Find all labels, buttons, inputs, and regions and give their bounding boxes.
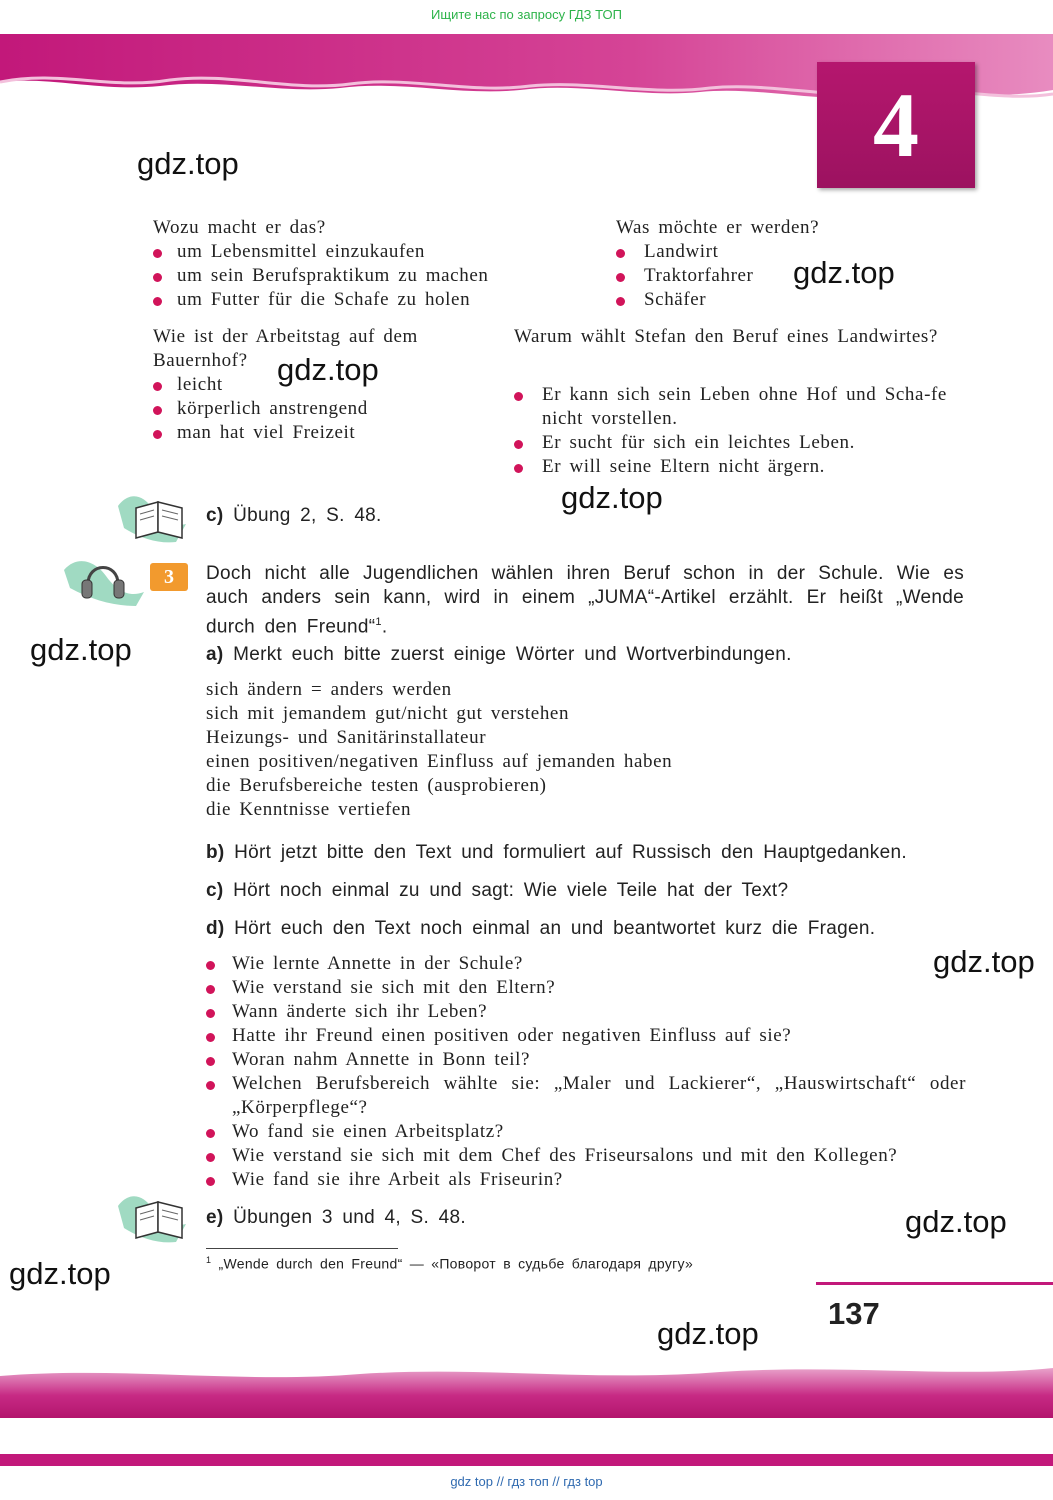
question-item: Wie verstand sie sich mit dem Chef des Friseursalons und mit den Kollegen? [206, 1144, 966, 1168]
watermark: gdz.top [561, 480, 663, 515]
watermark: gdz.top [30, 632, 132, 667]
task-b [206, 842, 907, 864]
answer-option: Er will seine Eltern nicht ärgern. [514, 455, 969, 479]
answer-option: um Futter für die Schafe zu holen [153, 288, 533, 312]
answer-option: um sein Berufspraktikum zu machen [153, 264, 533, 288]
task-text: Übungen 3 und 4, S. 48. [233, 1207, 466, 1228]
answer-option: Schäfer [616, 288, 956, 312]
question-block-3 [153, 325, 473, 445]
question-item: Wie verstand sie sich mit den Eltern? [206, 976, 966, 1000]
question-block-4 [514, 325, 969, 479]
task-a [206, 644, 792, 666]
task-text: Hört euch den Text noch einmal an und beantwortet kurz die Fragen. [234, 918, 876, 939]
task-text: Hört jetzt bitte den Text und formuliert auf Russisch den Hauptgedanken. [234, 842, 907, 863]
task-text: Übung 2, S. 48. [233, 505, 382, 526]
question-text: Was möchte er werden? [616, 217, 820, 238]
book-icon [114, 1188, 190, 1244]
question-block-2 [616, 216, 956, 312]
question-list [206, 952, 966, 1192]
chapter-number: 4 [817, 62, 975, 188]
footnote-mark: 1 [206, 1255, 212, 1265]
task-label: a) [206, 644, 224, 665]
answer-option: Landwirt [616, 240, 956, 264]
task-d [206, 918, 875, 940]
vocab-item: sich ändern = anders werden [206, 679, 452, 700]
task-label: b) [206, 842, 225, 863]
intro-text: Doch nicht alle Jugendlichen wählen ihren Beruf schon in der Schule. Wie es auch anders sein kann, wird in einem „JUMA“-Artikel erzählt. Er heißt „Wende durch den Freund“ [206, 563, 964, 638]
vocabulary-list [206, 678, 806, 822]
answer-option: Er kann sich sein Leben ohne Hof und Scha-fe nicht vorstellen. [514, 383, 969, 431]
search-hint: Ищите нас по запросу ГДЗ ТОП [431, 7, 622, 22]
footnote-divider [206, 1248, 398, 1249]
book-icon [114, 488, 190, 544]
watermark: gdz.top [657, 1316, 759, 1351]
question-block-1 [153, 216, 533, 312]
question-item: Wie fand sie ihre Arbeit als Friseurin? [206, 1168, 966, 1192]
vocab-item: die Berufsbereiche testen (ausprobieren) [206, 775, 547, 796]
question-item: Wie lernte Annette in der Schule? [206, 952, 966, 976]
footer-band [0, 1356, 1053, 1468]
question-item: Welchen Berufsbereich wählte sie: „Maler und Lackierer“, „Hauswirtschaft“ oder „Körperpflege“? [206, 1072, 966, 1120]
vocab-item: die Kenntnisse vertiefen [206, 799, 412, 820]
footnote-text: „Wende durch den Freund“ — «Поворот в судьбе благодаря другу» [218, 1255, 694, 1272]
watermark: gdz.top [793, 255, 895, 290]
question-item: Hatte ihr Freund einen positiven oder negativen Einfluss auf sie? [206, 1024, 966, 1048]
answer-option: um Lebensmittel einzukaufen [153, 240, 533, 264]
answer-option: körperlich anstrengend [153, 397, 473, 421]
task-text: Merkt euch bitte zuerst einige Wörter und Wortverbindungen. [233, 644, 792, 665]
watermark: gdz.top [9, 1256, 111, 1291]
watermark: gdz.top [277, 352, 379, 387]
task-label: c) [206, 880, 224, 901]
watermark: gdz.top [905, 1204, 1007, 1239]
question-text: Wozu macht er das? [153, 217, 326, 238]
footer-links: gdz top // гдз топ // гдз top [450, 1474, 603, 1489]
footnote [206, 1255, 693, 1272]
intro-end: . [381, 616, 388, 638]
exercise-number-badge: 3 [150, 563, 188, 591]
answer-option: Er sucht für sich ein leichtes Leben. [514, 431, 969, 455]
question-item: Wo fand sie einen Arbeitsplatz? [206, 1120, 966, 1144]
question-item: Wann änderte sich ihr Leben? [206, 1000, 966, 1024]
question-text: Wie ist der Arbeitstag auf dem [153, 326, 418, 347]
question-text: Bauernhof? [153, 350, 248, 371]
watermark: gdz.top [933, 944, 1035, 979]
task-text: Hört noch einmal zu und sagt: Wie viele Teile hat der Text? [233, 880, 789, 901]
page-number-rule [816, 1282, 1053, 1285]
footnote-ref: 1 [375, 616, 382, 628]
answer-option: man hat viel Freizeit [153, 421, 473, 445]
answer-option: leicht [153, 373, 473, 397]
vocab-item: sich mit jemandem gut/nicht gut verstehen [206, 703, 570, 724]
headphones-icon [62, 548, 146, 606]
task-label: d) [206, 918, 225, 939]
answer-option: Traktorfahrer [616, 264, 956, 288]
vocab-item: einen positiven/negativen Einfluss auf jemanden haben [206, 751, 673, 772]
question-item: Woran nahm Annette in Bonn teil? [206, 1048, 966, 1072]
page-number: 137 [828, 1296, 880, 1331]
task-e [206, 1207, 466, 1229]
task-c [206, 880, 788, 902]
task-label: e) [206, 1207, 224, 1228]
vocab-item: Heizungs- und Sanitärinstallateur [206, 727, 487, 748]
exercise-intro [206, 562, 964, 639]
watermark: gdz.top [137, 146, 239, 181]
question-text: Warum wählt Stefan den Beruf eines Landwirtes? [514, 326, 938, 347]
task-label: c) [206, 505, 224, 526]
task-c-top [206, 505, 382, 527]
